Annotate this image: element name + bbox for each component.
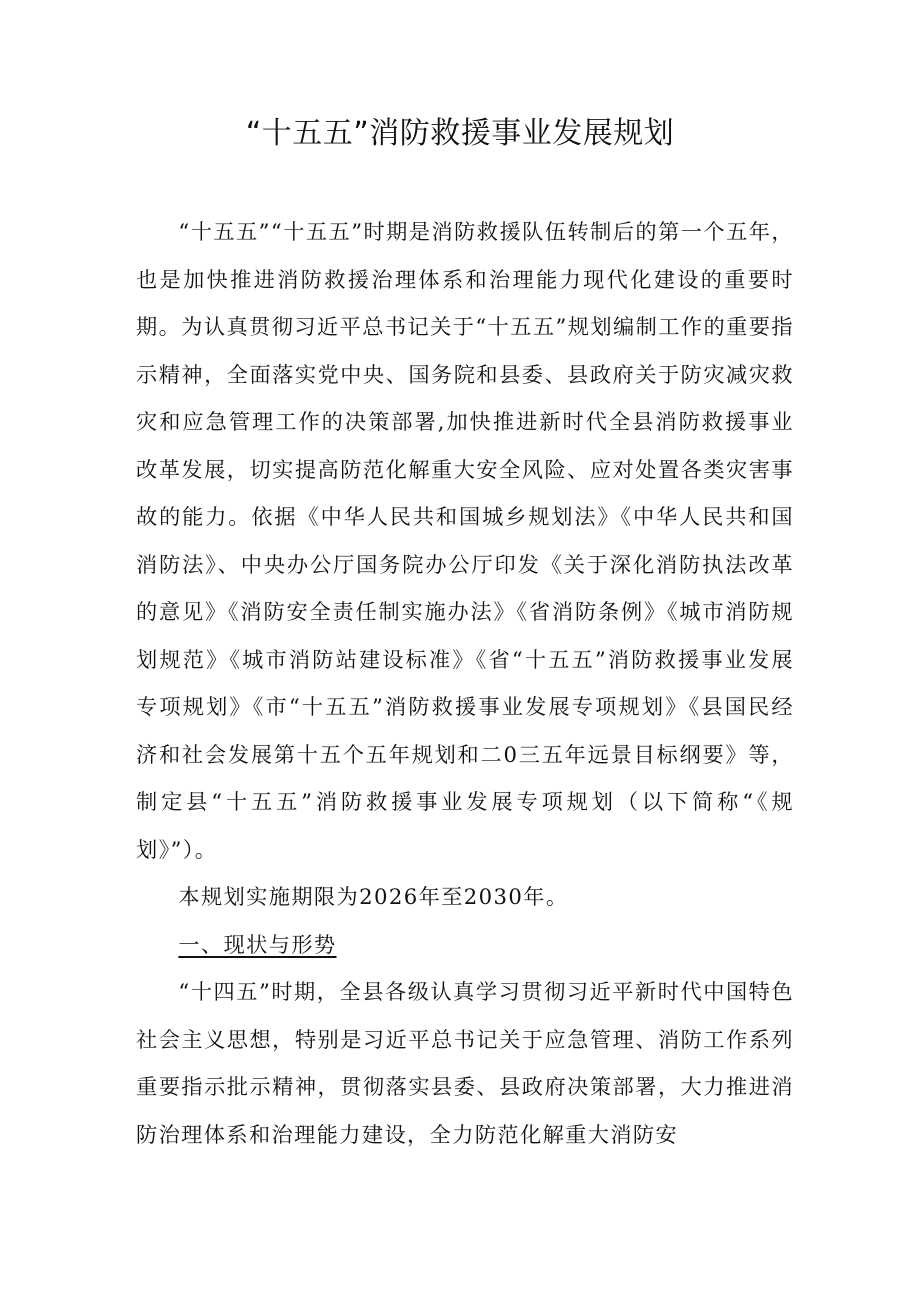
- intro-paragraph: “十五五”“十五五”时期是消防救援队伍转制后的第一个五年，也是加快推进消防救援治理体系和治理能力现代化建设的重要时期。为认真贯彻习近平总书记关于“十五五”规划编制工作的重要指示精神，全面落实党中央、国务院和县委、县政府关于防灾减灾救灾和应急管理工作的决策部署,加快推进新时代全县消防救援事业改革发展，切实提高防范化解重大安全风险、应对处置各类灾害事故的能力。依据《中华人民共和国城乡规划法》《中华人民共和国消防法》、中央办公厅国务院办公厅印发《关于深化消防执法改革的意见》《消防安全责任制实施办法》《省消防条例》《城市消防规划规范》《城市消防站建设标准》《省“十五五”消防救援事业发展专项规划》《市“十五五”消防救援事业发展专项规划》《县国民经济和社会发展第十五个五年规划和二0三五年远景目标纲要》等，制定县“十五五”消防救援事业发展专项规划（以下简称“《规划》”）。: [136, 219, 794, 862]
- document-body: [136, 208, 794, 1158]
- section-paragraph: “十四五”时期，全县各级认真学习贯彻习近平新时代中国特色社会主义思想，特别是习近平总书记关于应急管理、消防工作系列重要指示批示精神，贯彻落实县委、县政府决策部署，大力推进消防治理体系和治理能力建设，全力防范化解重大消防安: [136, 979, 794, 1147]
- period-paragraph: 本规划实施期限为2026年至2030年。: [178, 884, 569, 909]
- document-title: “十五五”消防救援事业发展规划: [245, 116, 675, 151]
- section-heading: [136, 921, 794, 969]
- section-heading-text: 一、现状与形势: [178, 931, 337, 957]
